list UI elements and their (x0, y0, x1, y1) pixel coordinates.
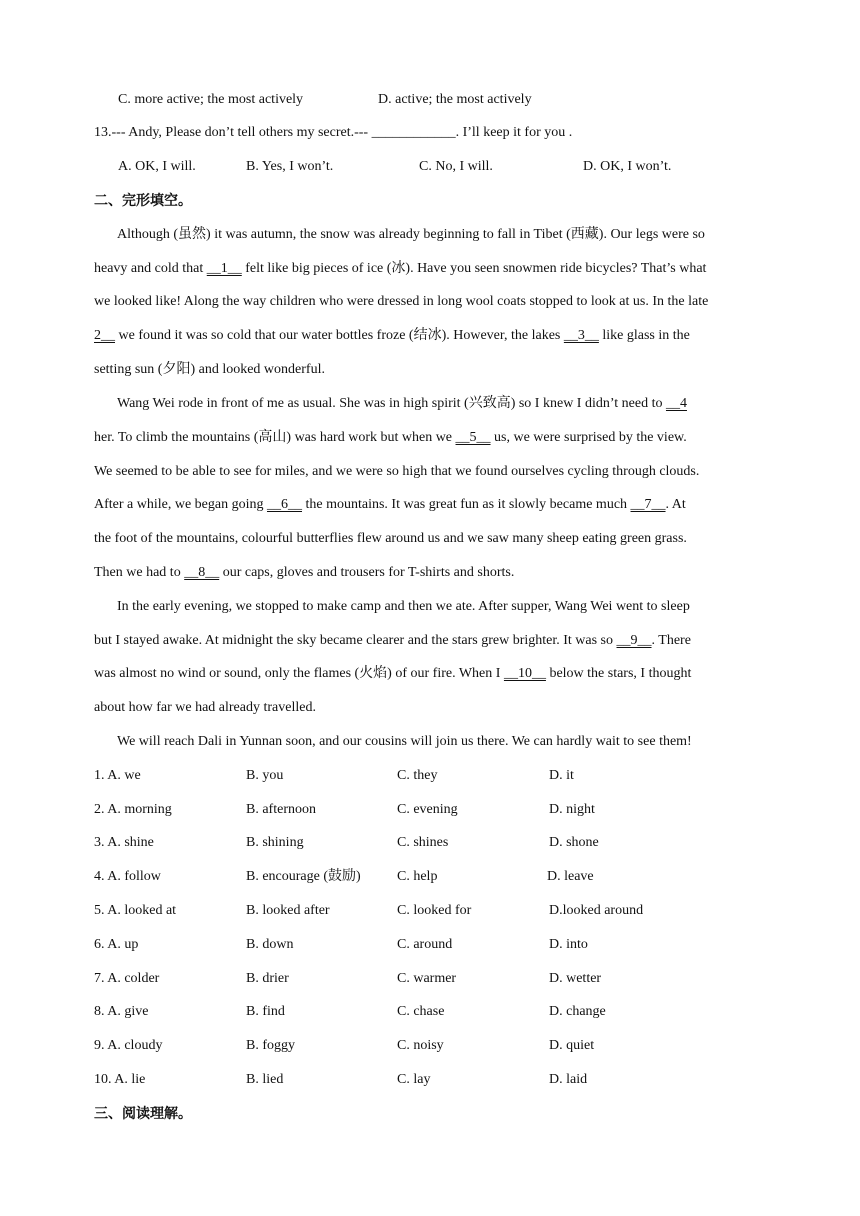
passage-line: In the early evening, we stopped to make camp and then we ate. After supper, Wang Wei went to sleep (117, 599, 690, 614)
passage-line: Wang Wei rode in front of me as usual. She was in high spirit (兴致高) so I knew I didn’t need to __4 (117, 394, 769, 414)
choice-row: 6. A. up B. down C. around D. into (94, 937, 588, 952)
choice-row: 2. A. morning B. afternoon C. evening D. night (94, 802, 595, 817)
passage-line: we looked like! Along the way children who were dressed in long wool coats stopped to look at us. In the late (94, 294, 709, 309)
blank-10: __10__ (503, 666, 546, 681)
choice-row: 3. A. shine B. shining C. shines D. shone (94, 835, 599, 850)
passage-line: her. To climb the mountains (高山) was hard work but when we __5__ us, we were surprised by the view. (94, 428, 769, 448)
choice-row: 5. A. looked at B. looked after C. looked for D.looked around (94, 903, 644, 918)
q12-options (94, 90, 769, 110)
blank-9: __9__ (616, 633, 652, 648)
blank-8: __8__ (184, 565, 220, 580)
blank-6: __6__ (267, 497, 302, 512)
choice-row: 7. A. colder B. drier C. warmer D. wetter (94, 971, 602, 986)
q13-option-b: B. Yes, I won’t. (246, 159, 334, 174)
passage-line: but I stayed awake. At midnight the sky became clearer and the stars grew brighter. It was so __9__. There (94, 631, 769, 651)
blank-1: __1__ (206, 261, 242, 276)
q13-option-a: A. OK, I will. (118, 159, 196, 174)
choice-row: 1. A. we B. you C. they D. it (94, 768, 574, 783)
blank-5: __5__ (455, 430, 491, 445)
choice-row: 8. A. give B. find C. chase D. change (94, 1004, 606, 1019)
section-2-heading: 二、完形填空。 (94, 193, 192, 209)
q13-question: 13.--- Andy, Please don’t tell others my secret.--- ____________. I’ll keep it for you . (94, 125, 573, 140)
choice-row: 9. A. cloudy B. foggy C. noisy D. quiet (94, 1038, 595, 1053)
blank-4: __4 (665, 396, 687, 411)
blank-3: __3__ (563, 328, 599, 343)
passage-line: We will reach Dali in Yunnan soon, and our cousins will join us there. We can hardly wait to see them! (117, 734, 692, 749)
passage-line: the foot of the mountains, colourful butterflies flew around us and we saw many sheep eating green grass. (94, 531, 687, 546)
passage-line: Although (虽然) it was autumn, the snow was already beginning to fall in Tibet (西藏). Our legs were so (117, 227, 705, 242)
blank-2: 2__ (94, 328, 115, 343)
passage-line: was almost no wind or sound, only the flames (火焰) of our fire. When I __10__ below the stars, I thought (94, 664, 769, 684)
passage-line: After a while, we began going __6__ the mountains. It was great fun as it slowly became much __7__. At (94, 495, 769, 515)
passage-line: setting sun (夕阳) and looked wonderful. (94, 362, 325, 377)
choice-row: 4. A. follow B. encourage (鼓励) C. help D. leave (94, 869, 594, 884)
q12-option-d: D. active; the most actively (378, 92, 532, 107)
passage-line: Then we had to __8__ our caps, gloves and trousers for T-shirts and shorts. (94, 563, 769, 583)
passage-line: heavy and cold that __1__ felt like big pieces of ice (冰). Have you seen snowmen ride bicycles? That’s what (94, 259, 769, 279)
q13-option-d: D. OK, I won’t. (583, 159, 672, 174)
q13-options (94, 157, 769, 177)
passage-line: about how far we had already travelled. (94, 700, 316, 715)
passage-line: We seemed to be able to see for miles, and we were so high that we found ourselves cycling through clouds. (94, 464, 700, 479)
passage-line: 2__ we found it was so cold that our water bottles froze (结冰). However, the lakes __3__ like glass in the (94, 326, 769, 346)
q13-option-c: C. No, I will. (419, 159, 493, 174)
choice-row: 10. A. lie B. lied C. lay D. laid (94, 1072, 588, 1087)
section-3-heading: 三、阅读理解。 (94, 1106, 192, 1122)
q12-option-c: C. more active; the most actively (118, 92, 304, 107)
blank-7: __7__ (630, 497, 666, 512)
